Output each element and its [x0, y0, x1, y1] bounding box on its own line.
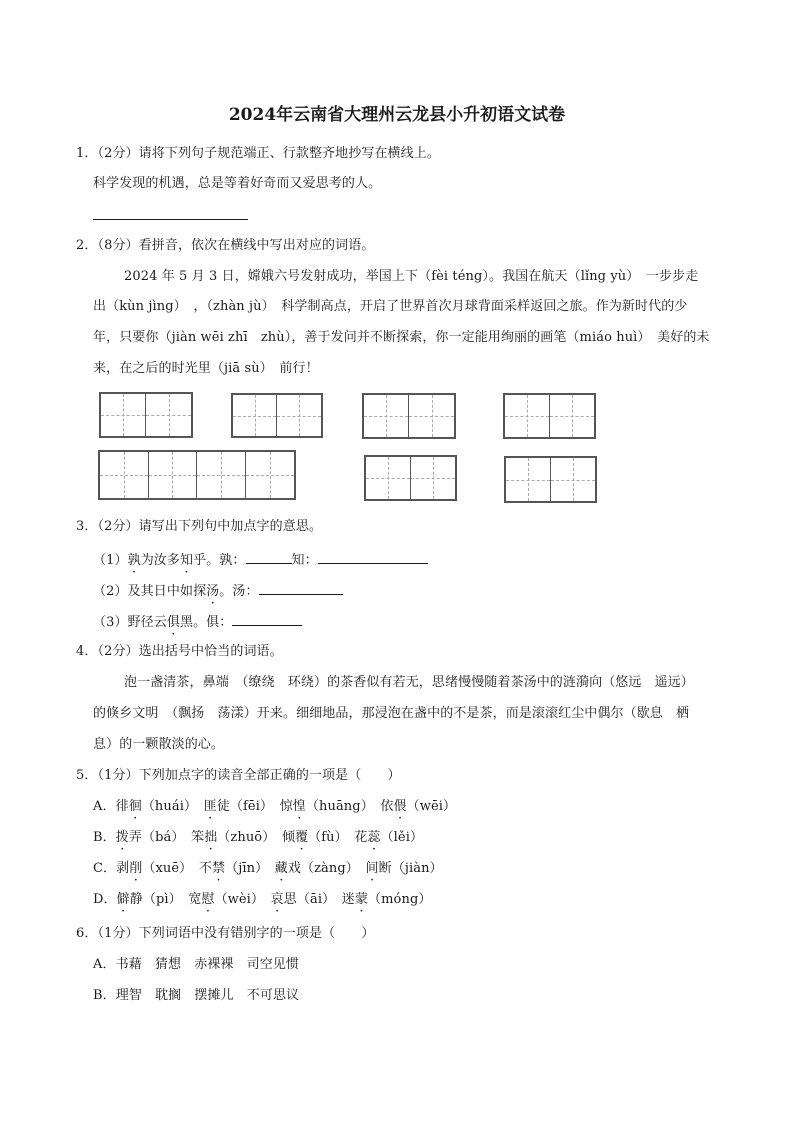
pinyin: （zàng）	[301, 861, 353, 876]
dotted-char: 偎	[393, 799, 407, 814]
dotted-char: 覆	[295, 830, 309, 845]
dotted-char: 徊	[128, 799, 142, 814]
option-label: D．	[93, 892, 117, 907]
word-char: 剥	[116, 861, 130, 876]
dotted-char: 拨	[115, 830, 129, 845]
pinyin: （jiàn）	[391, 861, 443, 876]
q3-sentence-3	[93, 612, 302, 631]
q3-s1-answer-blank-2[interactable]	[318, 550, 428, 564]
q5-option-d[interactable]	[93, 892, 431, 908]
q3-header: 3．（2分）请写出下列句中加点字的意思。	[76, 519, 323, 534]
writing-grid-kunjing[interactable]	[362, 393, 456, 439]
q3-s1-text-1: 为汝多	[140, 553, 180, 568]
writing-grid-jianweizhizhu[interactable]	[98, 450, 296, 500]
page-title: 2024年云南省大理州云龙县小升初语文试卷	[228, 105, 566, 125]
q5-option-b[interactable]	[93, 830, 423, 846]
writing-grid-zhanju[interactable]	[503, 393, 596, 439]
dotted-char: 拙	[204, 830, 218, 845]
q3-s3-prefix: （3）野径云	[93, 615, 167, 630]
q3-s1-answer-blank-1[interactable]	[246, 550, 292, 564]
pinyin: （lěi）	[380, 830, 424, 845]
q2-paragraph-line-1: 2024 年 5 月 3 日，嫦娥六号发射成功，举国上下（fèi téng）。我国在航天（lǐng yù） 一步步走	[124, 269, 699, 284]
q6-option-b[interactable]: B．理智 耽搁 摆摊儿 不可思议	[93, 988, 300, 1003]
grid-cell[interactable]	[409, 395, 454, 437]
grid-cell[interactable]	[149, 452, 198, 498]
q2-paragraph-line-4: 来，在之后的时光里（jiā sù） 前行！	[93, 361, 319, 376]
dotted-char: 惶	[292, 799, 306, 814]
q3-s1-prefix: （1）	[93, 553, 128, 568]
dotted-char: 哀	[270, 892, 284, 907]
option-label: B．	[93, 830, 116, 845]
q4-paragraph-line-2: 的倏乡文明 （飘扬 荡漾）开来。细细地品，那浸泡在盏中的不是茶，而是滚滚红尘中偶尔（歇息 栖	[93, 706, 690, 721]
word-char: 徒	[216, 799, 230, 814]
pinyin: （fēi）	[229, 799, 267, 814]
grid-cell[interactable]	[233, 395, 277, 436]
q1-header: 1．（2分）请将下列句子规范端正、行款整齐地抄写在横线上。	[76, 146, 440, 161]
q4-paragraph-line-1: 泡一盏清茶，鼻端 （缭绕 环绕）的茶香似有若无，思绪慢慢随着茶汤中的涟漪向（悠远 遥远）	[124, 675, 694, 690]
q1-sentence: 科学发现的机遇，总是等着好奇而又爱思考的人。	[93, 176, 382, 191]
dotted-char: 僻	[116, 892, 130, 907]
grid-cell[interactable]	[366, 457, 411, 499]
writing-grid-feiteng[interactable]	[99, 392, 193, 438]
grid-cell[interactable]	[506, 458, 551, 501]
dotted-char: 间	[365, 861, 379, 876]
word-char: 徘	[115, 799, 129, 814]
writing-grid-miaohui[interactable]	[364, 455, 457, 501]
q2-paragraph-line-3: 年，只要你（jiàn wēi zhī zhù），善于发问并不断探索，你一定能用绚丽的画笔（miáo huì） 美好的未	[93, 330, 710, 345]
word-char: 倾	[281, 830, 296, 845]
grid-cell[interactable]	[100, 452, 149, 498]
pinyin: （huāng）	[305, 799, 368, 814]
pinyin: （bá）	[141, 830, 178, 845]
grid-cell[interactable]	[146, 394, 191, 436]
grid-cell[interactable]	[550, 395, 595, 437]
word-char: 花	[354, 830, 368, 845]
grid-cell[interactable]	[505, 395, 550, 437]
q3-s2-dotted-char: 汤	[206, 584, 220, 599]
q5-option-a[interactable]	[93, 799, 456, 815]
option-label: A．	[93, 799, 116, 814]
q5-header: 5．（1分）下列加点字的读音全部正确的一项是（ ）	[76, 768, 401, 783]
pinyin: （móng）	[368, 892, 432, 907]
word-char: 宽	[188, 892, 202, 907]
q3-sentence-1	[93, 550, 428, 569]
word-char: 断	[378, 861, 392, 876]
dotted-char: 蒙	[354, 892, 369, 907]
q3-s1-dotted-char-2: 知	[180, 553, 194, 568]
q3-s3-dotted-char: 俱	[166, 615, 180, 630]
q2-header: 2．（8分）看拼音，依次在横线中写出对应的词语。	[76, 238, 375, 253]
grid-cell[interactable]	[197, 452, 246, 498]
word-char: 弄	[128, 830, 142, 845]
q3-s1-text-3: 知：	[291, 553, 318, 568]
writing-grid-jiasu[interactable]	[504, 456, 597, 503]
dotted-char: 匪	[203, 799, 217, 814]
pinyin: （xuē）	[142, 861, 186, 876]
pinyin: （āi）	[296, 892, 329, 907]
q5-option-c[interactable]	[93, 861, 443, 877]
q6-header: 6．（1分）下列词语中没有错别字的一项是（ ）	[76, 926, 375, 941]
word-char: 依	[380, 799, 394, 814]
pinyin: （zhuō）	[217, 830, 269, 845]
q6-option-a[interactable]: A．书藉 猜想 赤裸裸 司空见惯	[93, 957, 299, 972]
q4-paragraph-line-3: 息）的一颗散淡的心。	[93, 737, 225, 752]
pinyin: （wèi）	[214, 892, 258, 907]
q3-s2-text: 。汤：	[219, 584, 259, 599]
q3-s2-prefix: （2）及其日中如探	[93, 584, 207, 599]
dotted-char: 蕊	[367, 830, 381, 845]
q3-s2-answer-blank[interactable]	[259, 581, 343, 595]
dotted-char: 慰	[201, 892, 215, 907]
word-char: 不	[198, 861, 212, 876]
word-char: 思	[283, 892, 297, 907]
pinyin: （fù）	[308, 830, 342, 845]
dotted-char: 禁	[212, 861, 226, 876]
q4-header: 4．（2分）选出括号中恰当的词语。	[76, 644, 283, 659]
grid-cell[interactable]	[364, 395, 409, 437]
pinyin: （wēi）	[406, 799, 457, 814]
writing-grid-lingyu[interactable]	[231, 393, 323, 438]
q3-s1-text-2: 乎。孰：	[193, 553, 246, 568]
grid-cell[interactable]	[551, 458, 596, 501]
q2-paragraph-line-2: 出（kùn jìng） ，（zhàn jù） 科学制高点，开启了世界首次月球背面采样返回之旅。作为新时代的少	[93, 299, 688, 314]
q3-sentence-2	[93, 581, 343, 600]
q3-s3-text: 黑。俱：	[179, 615, 233, 630]
word-char: 惊	[279, 799, 293, 814]
pinyin: （huái）	[141, 799, 191, 814]
word-char: 笨	[191, 830, 205, 845]
grid-cell[interactable]	[246, 452, 295, 498]
dotted-char: 藏	[274, 861, 288, 876]
dotted-char: 削	[129, 861, 143, 876]
word-char: 戏	[287, 861, 301, 876]
pinyin: （pì）	[142, 892, 176, 907]
word-char: 迷	[341, 892, 355, 907]
option-label: C．	[93, 861, 117, 876]
q3-s1-dotted-char-1: 孰	[127, 553, 141, 568]
pinyin: （jīn）	[225, 861, 262, 876]
q3-s3-answer-blank[interactable]	[232, 612, 302, 626]
grid-cell[interactable]	[101, 394, 146, 436]
grid-cell[interactable]	[411, 457, 456, 499]
grid-cell[interactable]	[277, 395, 321, 436]
word-char: 静	[129, 892, 143, 907]
q1-answer-line[interactable]	[93, 219, 248, 220]
